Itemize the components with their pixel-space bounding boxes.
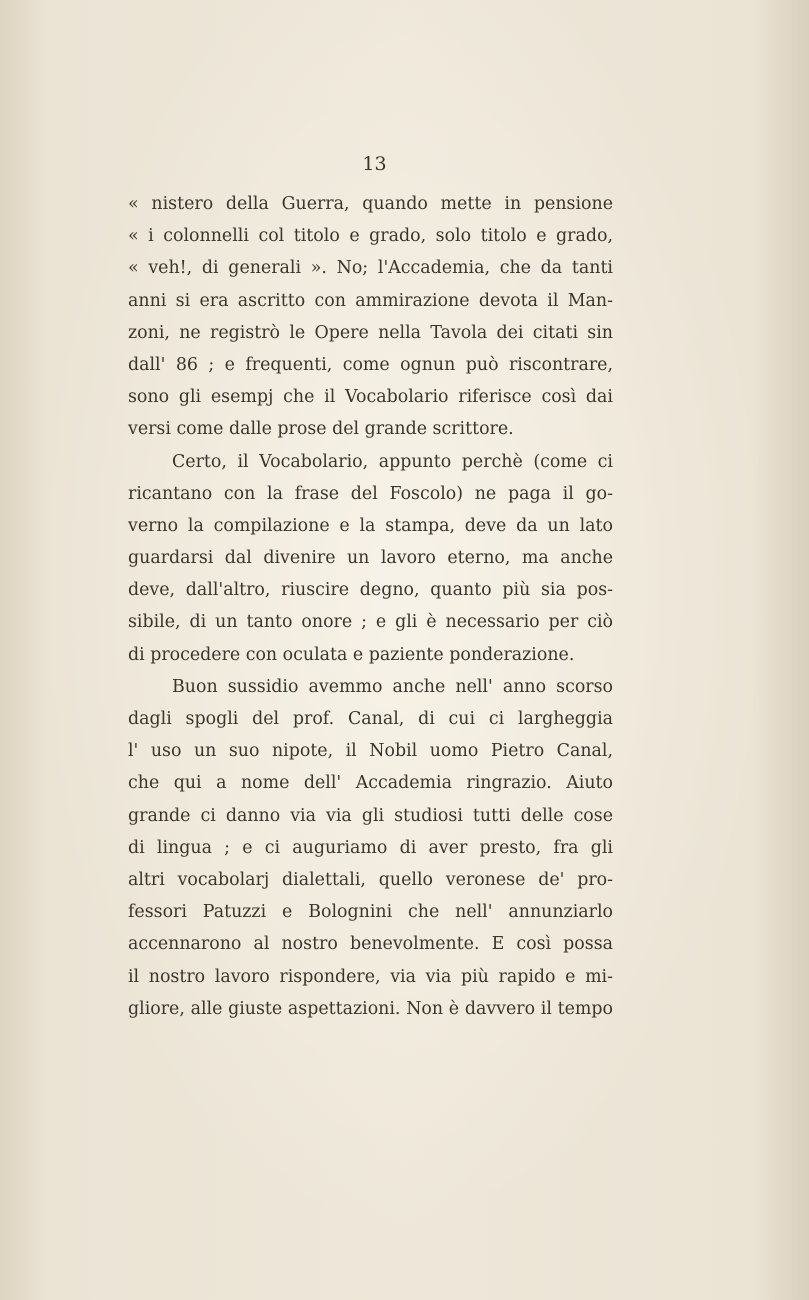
text-line: grande ci danno via via gli studiosi tutti delle cose bbox=[128, 805, 613, 826]
text-line: deve, dall'altro, riuscire degno, quanto più sia pos- bbox=[128, 580, 613, 601]
text-line: altri vocabolarj dialettali, quello veronese de' pro- bbox=[128, 869, 613, 890]
page-number: 13 bbox=[362, 153, 387, 175]
text-line: fessori Patuzzi e Bolognini che nell' annunziarlo bbox=[128, 902, 613, 923]
text-line: ricantano con la frase del Foscolo) ne paga il go- bbox=[128, 483, 613, 504]
text-line: sono gli esempj che il Vocabolario riferisce così dai bbox=[128, 387, 613, 408]
text-line: « veh!, di generali ». No; l'Accademia, che da tanti bbox=[128, 258, 613, 279]
text-line: di procedere con oculata e paziente ponderazione. bbox=[128, 644, 575, 665]
text-line: di lingua ; e ci auguriamo di aver presto, fra gli bbox=[128, 837, 613, 858]
text-line: Buon sussidio avemmo anche nell' anno scorso bbox=[172, 676, 613, 697]
text-line: « i colonnelli col titolo e grado, solo titolo e grado, bbox=[128, 226, 613, 247]
text-line: dagli spogli del prof. Canal, di cui ci largheggia bbox=[128, 709, 613, 729]
text-line: gliore, alle giuste aspettazioni. Non è davvero il tempo bbox=[128, 998, 613, 1019]
body-text bbox=[128, 188, 613, 1025]
text-line: versi come dalle prose del grande scrittore. bbox=[128, 419, 514, 440]
text-line: verno la compilazione e la stampa, deve da un lato bbox=[128, 515, 613, 536]
text-block bbox=[128, 150, 613, 1025]
text-line: il nostro lavoro rispondere, via via più rapido e mi- bbox=[128, 966, 613, 987]
text-line: guardarsi dal divenire un lavoro eterno, ma anche bbox=[128, 548, 613, 569]
text-line: sibile, di un tanto onore ; e gli è necessario per ciò bbox=[128, 612, 613, 633]
text-line: Certo, il Vocabolario, appunto perchè (come ci bbox=[172, 451, 613, 472]
text-line: dall' 86 ; e frequenti, come ognun può riscontrare, bbox=[128, 354, 613, 375]
text-line: « nistero della Guerra, quando mette in pensione bbox=[128, 194, 613, 214]
text-line: anni si era ascritto con ammirazione devota il Man- bbox=[128, 290, 613, 311]
text-line: l' uso un suo nipote, il Nobil uomo Pietro Canal, bbox=[128, 741, 613, 762]
text-line: che qui a nome dell' Accademia ringrazio. Aiuto bbox=[128, 773, 613, 794]
text-line: zoni, ne registrò le Opere nella Tavola dei citati sin bbox=[128, 322, 613, 343]
text-line: accennarono al nostro benevolmente. E così possa bbox=[128, 934, 613, 955]
